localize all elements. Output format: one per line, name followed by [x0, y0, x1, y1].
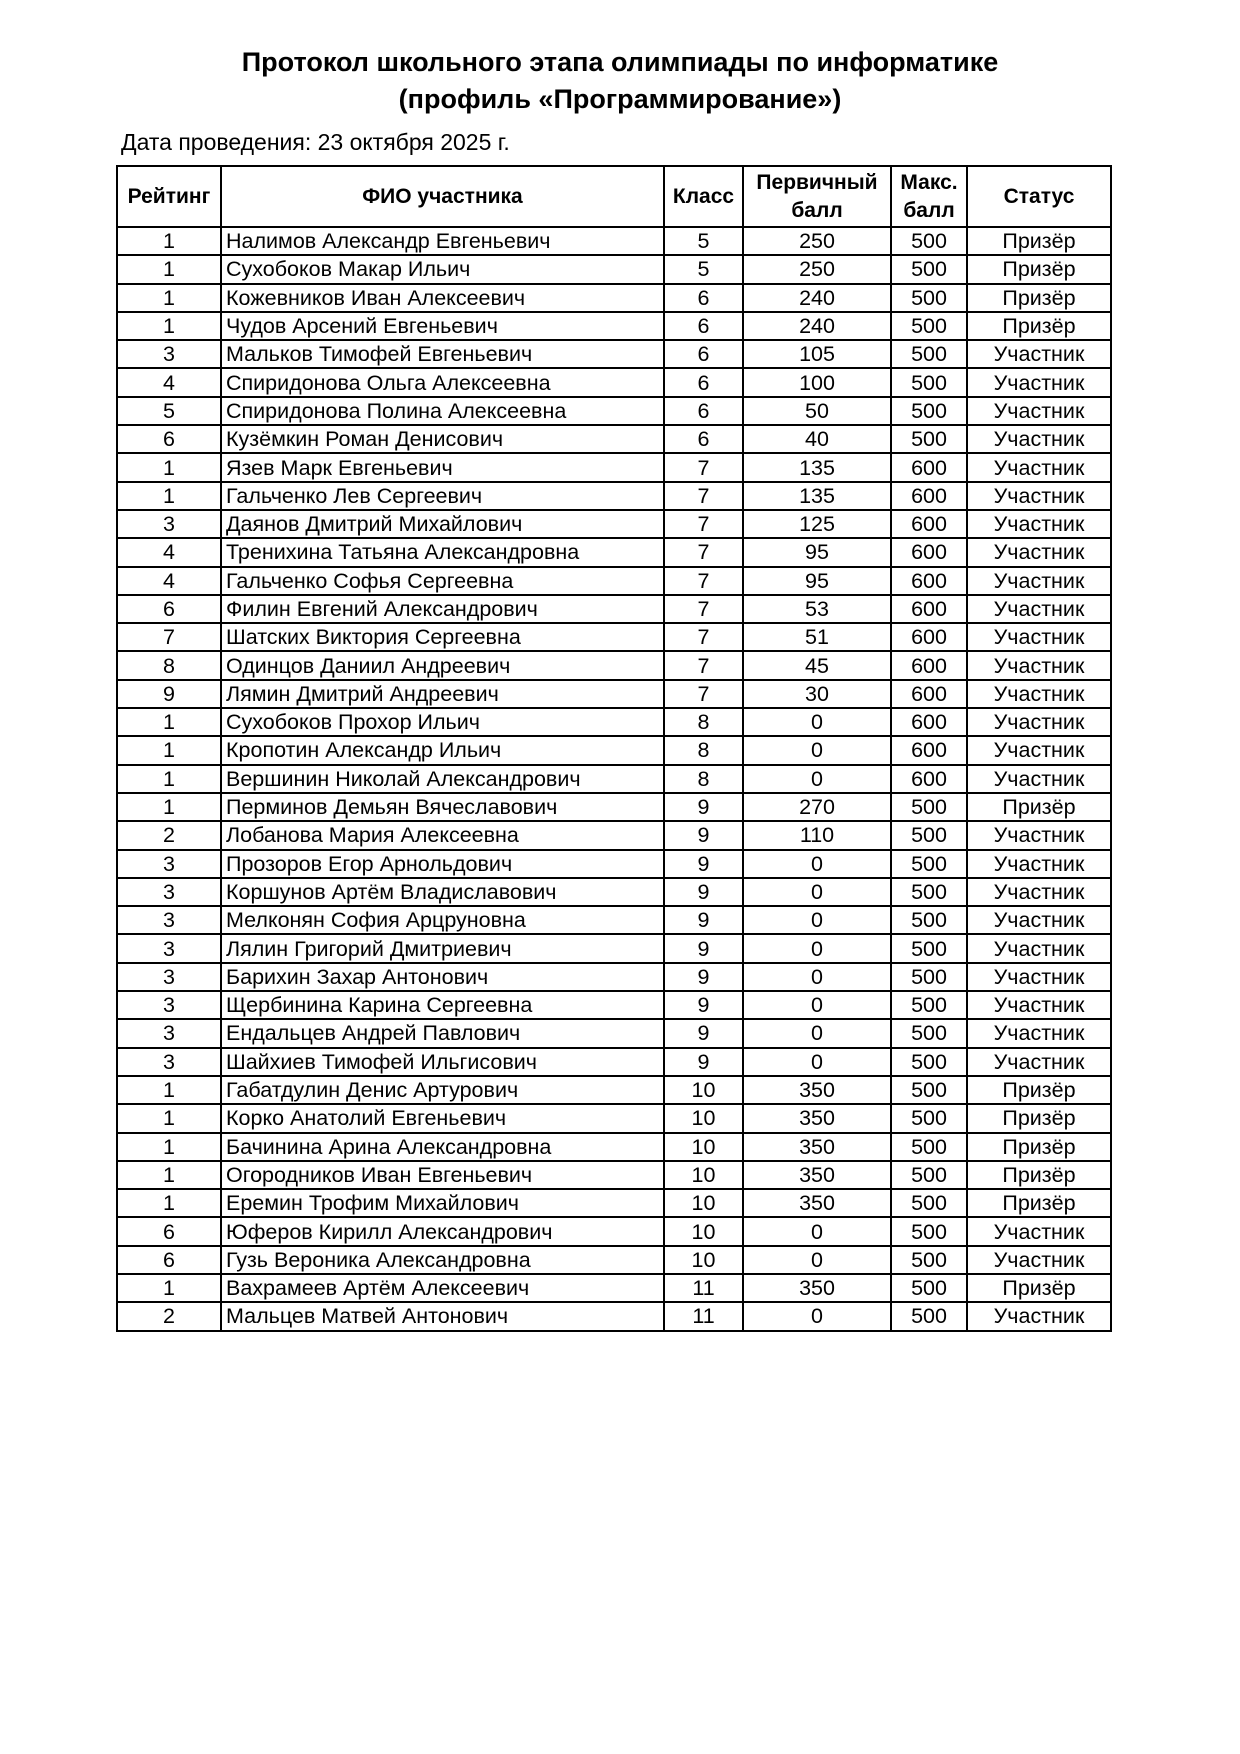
header-primary-score-line2: балл — [791, 198, 843, 222]
table-row — [117, 312, 1111, 340]
cell-status: Участник — [967, 453, 1111, 481]
results-table — [116, 165, 1112, 1332]
cell-rank: 4 — [117, 538, 221, 566]
cell-grade: 9 — [664, 934, 743, 962]
cell-grade: 6 — [664, 284, 743, 312]
cell-name: Шайхиев Тимофей Ильгисович — [221, 1048, 664, 1076]
cell-primary-score: 0 — [743, 906, 891, 934]
cell-status: Участник — [967, 368, 1111, 396]
cell-status: Участник — [967, 963, 1111, 991]
table-row — [117, 1133, 1111, 1161]
cell-grade: 8 — [664, 765, 743, 793]
cell-name: Язев Марк Евгеньевич — [221, 453, 664, 481]
cell-primary-score: 0 — [743, 963, 891, 991]
table-row — [117, 623, 1111, 651]
table-row — [117, 340, 1111, 368]
cell-max-score: 500 — [891, 878, 967, 906]
cell-max-score: 500 — [891, 425, 967, 453]
cell-grade: 8 — [664, 708, 743, 736]
table-row — [117, 708, 1111, 736]
cell-rank: 1 — [117, 1076, 221, 1104]
table-row — [117, 567, 1111, 595]
table-row — [117, 680, 1111, 708]
cell-rank: 1 — [117, 736, 221, 764]
cell-max-score: 600 — [891, 453, 967, 481]
cell-grade: 9 — [664, 991, 743, 1019]
cell-name: Перминов Демьян Вячеславович — [221, 793, 664, 821]
cell-max-score: 600 — [891, 567, 967, 595]
cell-max-score: 500 — [891, 793, 967, 821]
table-row — [117, 482, 1111, 510]
cell-primary-score: 53 — [743, 595, 891, 623]
cell-name: Вахрамеев Артём Алексеевич — [221, 1274, 664, 1302]
cell-primary-score: 135 — [743, 482, 891, 510]
cell-primary-score: 350 — [743, 1189, 891, 1217]
cell-grade: 7 — [664, 680, 743, 708]
cell-name: Кожевников Иван Алексеевич — [221, 284, 664, 312]
table-row — [117, 1161, 1111, 1189]
cell-status: Участник — [967, 1019, 1111, 1047]
header-max-score-line1: Макс. — [900, 170, 958, 194]
cell-max-score: 500 — [891, 1161, 967, 1189]
cell-name: Мальцев Матвей Антонович — [221, 1302, 664, 1330]
cell-status: Призёр — [967, 1076, 1111, 1104]
cell-grade: 5 — [664, 227, 743, 255]
table-header-row — [117, 166, 1111, 227]
cell-rank: 1 — [117, 708, 221, 736]
cell-grade: 9 — [664, 906, 743, 934]
cell-max-score: 600 — [891, 765, 967, 793]
cell-rank: 6 — [117, 1246, 221, 1274]
cell-grade: 9 — [664, 821, 743, 849]
cell-status: Участник — [967, 680, 1111, 708]
cell-grade: 7 — [664, 651, 743, 679]
cell-status: Призёр — [967, 284, 1111, 312]
cell-max-score: 500 — [891, 821, 967, 849]
cell-name: Лялин Григорий Дмитриевич — [221, 934, 664, 962]
cell-grade: 7 — [664, 510, 743, 538]
cell-primary-score: 0 — [743, 1048, 891, 1076]
cell-rank: 3 — [117, 906, 221, 934]
cell-rank: 5 — [117, 397, 221, 425]
cell-name: Шатских Виктория Сергеевна — [221, 623, 664, 651]
cell-name: Юферов Кирилл Александрович — [221, 1217, 664, 1245]
cell-name: Одинцов Даниил Андреевич — [221, 651, 664, 679]
cell-name: Щербинина Карина Сергеевна — [221, 991, 664, 1019]
document-subtitle: (профиль «Программирование») — [398, 84, 842, 114]
cell-primary-score: 40 — [743, 425, 891, 453]
header-grade: Класс — [664, 166, 743, 227]
cell-name: Кузёмкин Роман Денисович — [221, 425, 664, 453]
cell-name: Даянов Дмитрий Михайлович — [221, 510, 664, 538]
table-row — [117, 227, 1111, 255]
table-row — [117, 595, 1111, 623]
cell-max-score: 600 — [891, 708, 967, 736]
cell-rank: 9 — [117, 680, 221, 708]
cell-max-score: 500 — [891, 255, 967, 283]
table-row — [117, 368, 1111, 396]
cell-rank: 1 — [117, 227, 221, 255]
cell-primary-score: 250 — [743, 255, 891, 283]
cell-primary-score: 0 — [743, 1246, 891, 1274]
cell-primary-score: 125 — [743, 510, 891, 538]
cell-name: Огородников Иван Евгеньевич — [221, 1161, 664, 1189]
cell-primary-score: 0 — [743, 1217, 891, 1245]
cell-status: Участник — [967, 595, 1111, 623]
cell-grade: 6 — [664, 312, 743, 340]
cell-grade: 10 — [664, 1189, 743, 1217]
cell-max-score: 500 — [891, 368, 967, 396]
cell-status: Участник — [967, 623, 1111, 651]
cell-status: Участник — [967, 425, 1111, 453]
cell-max-score: 500 — [891, 1076, 967, 1104]
cell-name: Кропотин Александр Ильич — [221, 736, 664, 764]
cell-rank: 3 — [117, 991, 221, 1019]
cell-name: Лобанова Мария Алексеевна — [221, 821, 664, 849]
cell-primary-score: 0 — [743, 934, 891, 962]
cell-rank: 3 — [117, 850, 221, 878]
cell-status: Призёр — [967, 1274, 1111, 1302]
cell-rank: 1 — [117, 1274, 221, 1302]
cell-grade: 7 — [664, 482, 743, 510]
cell-max-score: 600 — [891, 538, 967, 566]
cell-rank: 1 — [117, 284, 221, 312]
cell-primary-score: 0 — [743, 1019, 891, 1047]
cell-name: Гальченко Лев Сергеевич — [221, 482, 664, 510]
table-row — [117, 510, 1111, 538]
cell-grade: 7 — [664, 595, 743, 623]
cell-primary-score: 270 — [743, 793, 891, 821]
cell-name: Сухобоков Макар Ильич — [221, 255, 664, 283]
cell-name: Тренихина Татьяна Александровна — [221, 538, 664, 566]
cell-name: Филин Евгений Александрович — [221, 595, 664, 623]
cell-status: Участник — [967, 1217, 1111, 1245]
cell-rank: 6 — [117, 1217, 221, 1245]
cell-status: Участник — [967, 1048, 1111, 1076]
cell-primary-score: 240 — [743, 284, 891, 312]
cell-rank: 1 — [117, 453, 221, 481]
cell-rank: 1 — [117, 1133, 221, 1161]
table-row — [117, 1076, 1111, 1104]
cell-name: Бачинина Арина Александровна — [221, 1133, 664, 1161]
table-row — [117, 1302, 1111, 1330]
cell-max-score: 600 — [891, 482, 967, 510]
cell-max-score: 500 — [891, 340, 967, 368]
cell-max-score: 600 — [891, 510, 967, 538]
cell-rank: 8 — [117, 651, 221, 679]
cell-max-score: 500 — [891, 1133, 967, 1161]
table-row — [117, 1189, 1111, 1217]
table-row — [117, 821, 1111, 849]
cell-max-score: 600 — [891, 623, 967, 651]
cell-grade: 7 — [664, 453, 743, 481]
table-row — [117, 284, 1111, 312]
cell-name: Коршунов Артём Владиславович — [221, 878, 664, 906]
cell-status: Участник — [967, 567, 1111, 595]
cell-primary-score: 51 — [743, 623, 891, 651]
cell-status: Призёр — [967, 312, 1111, 340]
cell-primary-score: 30 — [743, 680, 891, 708]
cell-name: Спиридонова Ольга Алексеевна — [221, 368, 664, 396]
table-row — [117, 963, 1111, 991]
cell-max-score: 500 — [891, 934, 967, 962]
cell-name: Гальченко Софья Сергеевна — [221, 567, 664, 595]
cell-grade: 6 — [664, 368, 743, 396]
cell-status: Призёр — [967, 1161, 1111, 1189]
cell-rank: 3 — [117, 934, 221, 962]
cell-grade: 7 — [664, 623, 743, 651]
cell-primary-score: 0 — [743, 878, 891, 906]
cell-max-score: 500 — [891, 397, 967, 425]
cell-grade: 10 — [664, 1161, 743, 1189]
cell-rank: 1 — [117, 765, 221, 793]
cell-grade: 10 — [664, 1133, 743, 1161]
cell-rank: 6 — [117, 595, 221, 623]
table-row — [117, 736, 1111, 764]
table-row — [117, 765, 1111, 793]
cell-name: Лямин Дмитрий Андреевич — [221, 680, 664, 708]
cell-grade: 11 — [664, 1302, 743, 1330]
cell-grade: 10 — [664, 1104, 743, 1132]
cell-name: Габатдулин Денис Артурович — [221, 1076, 664, 1104]
cell-status: Призёр — [967, 1189, 1111, 1217]
table-row — [117, 1217, 1111, 1245]
cell-primary-score: 250 — [743, 227, 891, 255]
cell-grade: 9 — [664, 1048, 743, 1076]
cell-primary-score: 240 — [743, 312, 891, 340]
cell-primary-score: 350 — [743, 1133, 891, 1161]
cell-status: Участник — [967, 708, 1111, 736]
cell-rank: 1 — [117, 1104, 221, 1132]
cell-grade: 6 — [664, 397, 743, 425]
cell-primary-score: 0 — [743, 708, 891, 736]
cell-rank: 1 — [117, 482, 221, 510]
cell-status: Участник — [967, 1246, 1111, 1274]
cell-name: Ендальцев Андрей Павлович — [221, 1019, 664, 1047]
cell-grade: 9 — [664, 1019, 743, 1047]
cell-max-score: 600 — [891, 736, 967, 764]
header-max-score — [891, 166, 967, 227]
cell-primary-score: 0 — [743, 991, 891, 1019]
cell-max-score: 500 — [891, 850, 967, 878]
document-title: Протокол школьного этапа олимпиады по информатике — [241, 47, 999, 77]
cell-max-score: 600 — [891, 651, 967, 679]
cell-name: Корко Анатолий Евгеньевич — [221, 1104, 664, 1132]
cell-rank: 1 — [117, 793, 221, 821]
cell-rank: 3 — [117, 878, 221, 906]
cell-primary-score: 0 — [743, 1302, 891, 1330]
header-primary-score-line1: Первичный — [756, 170, 878, 194]
table-row — [117, 850, 1111, 878]
table-body — [117, 227, 1111, 1331]
cell-name: Налимов Александр Евгеньевич — [221, 227, 664, 255]
cell-primary-score: 350 — [743, 1104, 891, 1132]
cell-name: Прозоров Егор Арнольдович — [221, 850, 664, 878]
header-max-score-line2: балл — [903, 198, 955, 222]
cell-name: Еремин Трофим Михайлович — [221, 1189, 664, 1217]
cell-max-score: 600 — [891, 680, 967, 708]
cell-grade: 9 — [664, 878, 743, 906]
table-row — [117, 1019, 1111, 1047]
cell-status: Участник — [967, 850, 1111, 878]
cell-primary-score: 95 — [743, 538, 891, 566]
cell-grade: 7 — [664, 567, 743, 595]
table-row — [117, 991, 1111, 1019]
table-row — [117, 1048, 1111, 1076]
cell-status: Участник — [967, 340, 1111, 368]
cell-status: Участник — [967, 765, 1111, 793]
cell-rank: 3 — [117, 963, 221, 991]
cell-primary-score: 45 — [743, 651, 891, 679]
cell-primary-score: 350 — [743, 1274, 891, 1302]
header-rank: Рейтинг — [117, 166, 221, 227]
table-row — [117, 793, 1111, 821]
cell-max-score: 500 — [891, 963, 967, 991]
table-row — [117, 397, 1111, 425]
cell-grade: 8 — [664, 736, 743, 764]
cell-grade: 6 — [664, 425, 743, 453]
cell-grade: 9 — [664, 793, 743, 821]
cell-max-score: 500 — [891, 906, 967, 934]
cell-max-score: 500 — [891, 1019, 967, 1047]
cell-rank: 1 — [117, 1161, 221, 1189]
cell-name: Чудов Арсений Евгеньевич — [221, 312, 664, 340]
cell-status: Призёр — [967, 1104, 1111, 1132]
cell-primary-score: 135 — [743, 453, 891, 481]
cell-name: Гузь Вероника Александровна — [221, 1246, 664, 1274]
cell-primary-score: 110 — [743, 821, 891, 849]
cell-name: Мелконян София Арцруновна — [221, 906, 664, 934]
cell-primary-score: 0 — [743, 736, 891, 764]
cell-status: Участник — [967, 482, 1111, 510]
cell-rank: 2 — [117, 1302, 221, 1330]
cell-max-score: 500 — [891, 312, 967, 340]
table-row — [117, 453, 1111, 481]
cell-primary-score: 105 — [743, 340, 891, 368]
cell-max-score: 500 — [891, 1048, 967, 1076]
cell-max-score: 500 — [891, 1302, 967, 1330]
event-date: Дата проведения: 23 октября 2025 г. — [121, 129, 510, 155]
cell-rank: 3 — [117, 510, 221, 538]
cell-name: Спиридонова Полина Алексеевна — [221, 397, 664, 425]
table-row — [117, 1104, 1111, 1132]
table-row — [117, 1246, 1111, 1274]
table-row — [117, 906, 1111, 934]
cell-status: Участник — [967, 538, 1111, 566]
cell-grade: 6 — [664, 340, 743, 368]
cell-rank: 2 — [117, 821, 221, 849]
cell-status: Участник — [967, 1302, 1111, 1330]
cell-rank: 3 — [117, 1048, 221, 1076]
cell-max-score: 500 — [891, 1189, 967, 1217]
header-status: Статус — [967, 166, 1111, 227]
table-row — [117, 934, 1111, 962]
cell-status: Участник — [967, 397, 1111, 425]
cell-status: Призёр — [967, 793, 1111, 821]
cell-grade: 9 — [664, 850, 743, 878]
header-name: ФИО участника — [221, 166, 664, 227]
cell-grade: 10 — [664, 1076, 743, 1104]
header-primary-score — [743, 166, 891, 227]
cell-rank: 6 — [117, 425, 221, 453]
cell-grade: 5 — [664, 255, 743, 283]
cell-max-score: 600 — [891, 595, 967, 623]
cell-name: Сухобоков Прохор Ильич — [221, 708, 664, 736]
cell-status: Участник — [967, 991, 1111, 1019]
cell-max-score: 500 — [891, 227, 967, 255]
cell-primary-score: 95 — [743, 567, 891, 595]
cell-status: Призёр — [967, 227, 1111, 255]
cell-name: Барихин Захар Антонович — [221, 963, 664, 991]
cell-rank: 1 — [117, 255, 221, 283]
cell-status: Участник — [967, 651, 1111, 679]
cell-primary-score: 100 — [743, 368, 891, 396]
cell-max-score: 500 — [891, 1274, 967, 1302]
table-row — [117, 1274, 1111, 1302]
cell-max-score: 500 — [891, 1246, 967, 1274]
cell-rank: 4 — [117, 567, 221, 595]
cell-rank: 1 — [117, 312, 221, 340]
table-row — [117, 651, 1111, 679]
cell-name: Вершинин Николай Александрович — [221, 765, 664, 793]
cell-primary-score: 350 — [743, 1076, 891, 1104]
cell-status: Призёр — [967, 1133, 1111, 1161]
cell-status: Призёр — [967, 255, 1111, 283]
cell-name: Мальков Тимофей Евгеньевич — [221, 340, 664, 368]
cell-primary-score: 50 — [743, 397, 891, 425]
cell-status: Участник — [967, 878, 1111, 906]
table-row — [117, 878, 1111, 906]
cell-grade: 10 — [664, 1246, 743, 1274]
cell-rank: 3 — [117, 340, 221, 368]
cell-rank: 3 — [117, 1019, 221, 1047]
cell-status: Участник — [967, 906, 1111, 934]
cell-max-score: 500 — [891, 1104, 967, 1132]
cell-grade: 9 — [664, 963, 743, 991]
table-row — [117, 255, 1111, 283]
cell-max-score: 500 — [891, 1217, 967, 1245]
cell-grade: 11 — [664, 1274, 743, 1302]
cell-max-score: 500 — [891, 991, 967, 1019]
cell-grade: 7 — [664, 538, 743, 566]
cell-status: Участник — [967, 510, 1111, 538]
cell-primary-score: 350 — [743, 1161, 891, 1189]
cell-grade: 10 — [664, 1217, 743, 1245]
cell-status: Участник — [967, 934, 1111, 962]
cell-rank: 1 — [117, 1189, 221, 1217]
cell-primary-score: 0 — [743, 765, 891, 793]
cell-rank: 7 — [117, 623, 221, 651]
cell-status: Участник — [967, 736, 1111, 764]
cell-rank: 4 — [117, 368, 221, 396]
table-row — [117, 538, 1111, 566]
cell-status: Участник — [967, 821, 1111, 849]
cell-max-score: 500 — [891, 284, 967, 312]
cell-primary-score: 0 — [743, 850, 891, 878]
table-row — [117, 425, 1111, 453]
